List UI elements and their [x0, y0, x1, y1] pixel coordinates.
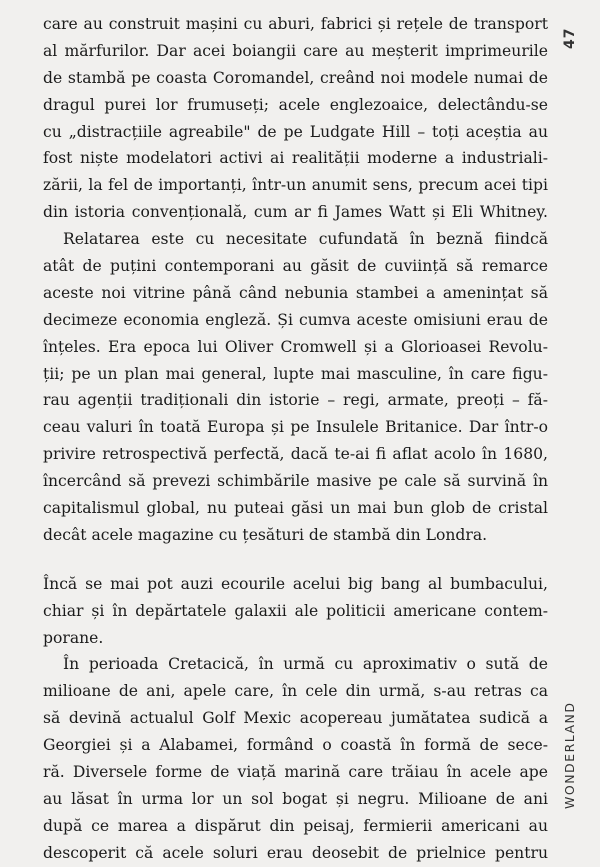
text-line: ții; pe un plan mai general, lupte mai masculine, în care figu-: [43, 364, 548, 383]
text-line: înțeles. Era epoca lui Oliver Cromwell și a Glorioasei Revolu-: [43, 337, 548, 356]
text-line: capitalismul global, nu puteai găsi un mai bun glob de cristal: [43, 499, 548, 518]
section-break: [43, 549, 548, 571]
text-line: care au construit mașini cu aburi, fabrici și rețele de transport: [43, 15, 548, 33]
text-line: încercând să prevezi schimbările masive pe cale să survină în: [43, 472, 548, 491]
text-line: din istoria convențională, cum ar fi James Watt și Eli Whitney.: [43, 203, 548, 222]
text-line: dragul purei lor frumuseți; acele englezoaice, delectându-se: [43, 95, 548, 114]
text-line: Georgiei și a Alabamei, formând o coastă în formă de sece-: [43, 736, 548, 755]
text-line: după ce marea a dispărut din peisaj, fermierii americani au: [43, 816, 548, 835]
text-line: chiar și în depărtatele galaxii ale politicii americane contem-: [43, 601, 548, 620]
text-line: fost niște modelatori activi ai realității moderne a industriali-: [43, 149, 548, 168]
paragraph-cromwell: [43, 226, 548, 549]
text-line: decimeze economia engleză. Și cumva aceste omisiuni erau de: [43, 310, 548, 329]
text-line: Relatarea este cu necesitate cufundată în beznă fiindcă: [63, 230, 548, 249]
text-line: al mărfurilor. Dar acei boiangii care au meșterit imprimeurile: [43, 41, 548, 60]
text-line: să devină actualul Golf Mexic acopereau jumătatea sudică a: [43, 709, 548, 728]
text-line: rau agenții tradiționali din istorie – regi, armate, preoți – fă-: [43, 391, 548, 410]
text-line: au lăsat în urma lor un sol bogat și negru. Milioane de ani: [43, 789, 548, 808]
text-line: porane.: [43, 628, 104, 647]
text-line: ră. Diversele forme de viață marină care trăiau în acele ape: [43, 763, 548, 782]
text-line: decât acele magazine cu țesături de stambă din Londra.: [43, 525, 488, 544]
paragraph-cretaceous: [43, 651, 548, 866]
running-head: WONDERLAND: [562, 701, 577, 809]
paragraph-continuation: [43, 11, 548, 226]
page-number: 47: [562, 27, 578, 49]
text-line: privire retrospectivă perfectă, dacă te-ai fi aflat acolo în 1680,: [43, 445, 548, 464]
text-line: descoperit că acele soluri erau deosebit de prielnice pentru: [43, 843, 548, 862]
body-text: [43, 11, 548, 867]
text-line: ceau valuri în toată Europa și pe Insulele Britanice. Dar într-o: [43, 418, 548, 437]
text-line: aceste noi vitrine până când nebunia stambei a amenințat să: [43, 283, 548, 302]
text-line: atât de puțini contemporani au găsit de cuviință să remarce: [43, 257, 548, 276]
paragraph-big-bang: [43, 571, 548, 652]
text-line: În perioada Cretacică, în urmă cu aproximativ o sută de: [63, 655, 548, 674]
text-line: de stambă pe coasta Coromandel, creând noi modele numai de: [43, 68, 548, 87]
text-line: cu „distracțiile agreabile" de pe Ludgate Hill – toți aceștia au: [43, 122, 548, 141]
text-line: milioane de ani, apele care, în cele din urmă, s-au retras ca: [43, 682, 548, 701]
text-line: zării, la fel de importanți, într-un anumit sens, precum acei tipi: [43, 176, 548, 195]
text-line: Încă se mai pot auzi ecourile acelui big bang al bumbacului,: [43, 574, 548, 593]
